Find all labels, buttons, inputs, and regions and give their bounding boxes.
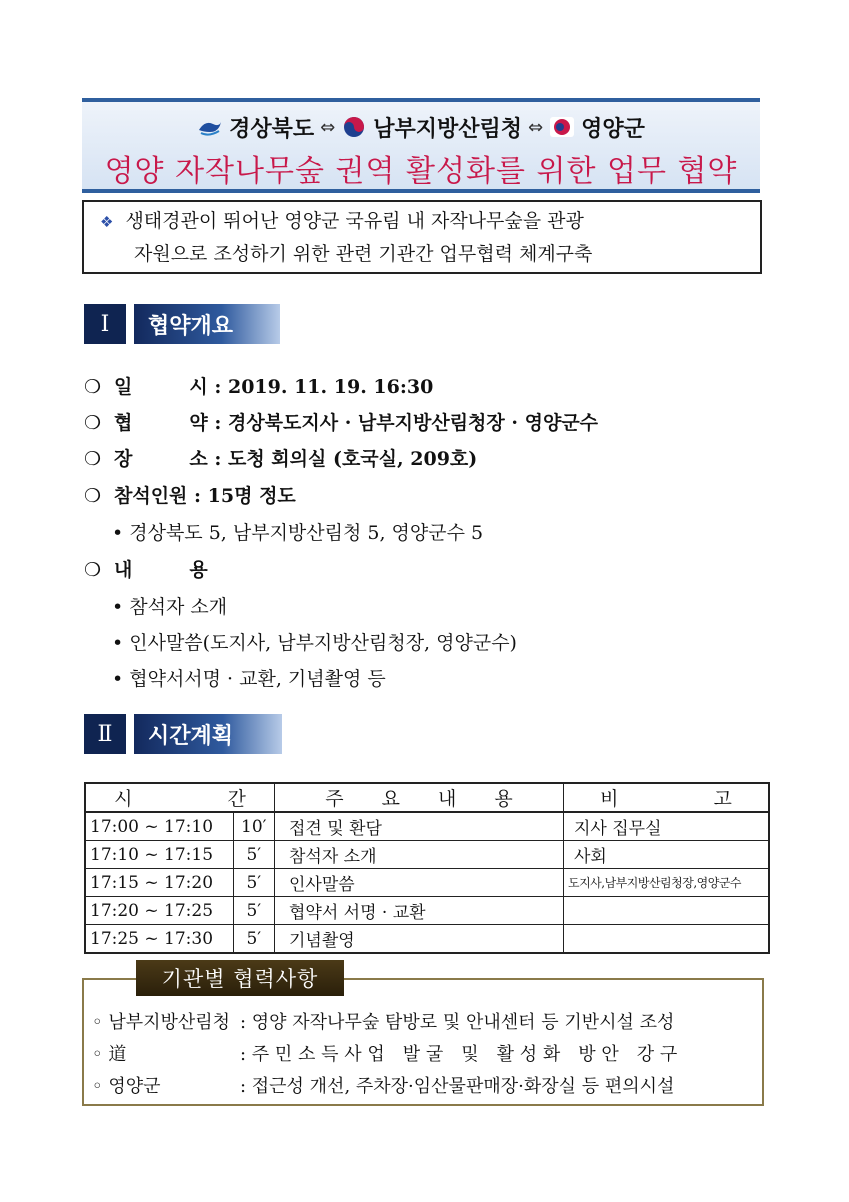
yeongyang-logo-icon: [549, 116, 575, 138]
arrow-icon: ⇔: [320, 116, 336, 138]
overview-label: 일 시 :: [114, 376, 222, 398]
overview-value: 2019. 11. 19. 16:30: [227, 376, 434, 398]
overview-place: [84, 444, 477, 471]
summary-text-1: 생태경관이 뛰어난 영양군 국유림 내 자작나무숲을 관광: [125, 210, 584, 232]
cooperation-org: ◦ 남부지방산림청: [92, 1012, 231, 1033]
cell-minutes: 5′: [233, 869, 274, 897]
org-logos-row: [82, 110, 760, 144]
header-note: 비 고: [564, 783, 770, 812]
summary-line-1: [100, 205, 750, 238]
cell-time: 17:00 ~ 17:10: [85, 812, 233, 841]
overview-attendees: [84, 481, 296, 508]
attendees-detail: • 경상북도 5, 남부지방산림청 5, 영양군수 5: [112, 522, 484, 544]
cell-minutes: 5′: [233, 897, 274, 925]
schedule-table: [84, 782, 770, 954]
content-item: • 인사말씀(도지사, 남부지방산림청장, 영양군수): [112, 632, 517, 654]
circle-bullet-icon: ❍: [84, 485, 102, 507]
overview-date: [84, 372, 433, 399]
cell-note: [564, 925, 770, 954]
section-2-title: 시간계획: [134, 714, 282, 754]
org-yeongyang: 영양군: [581, 116, 645, 142]
org-southern-forest: 남부지방산림청: [373, 116, 522, 142]
cooperation-item: [92, 1072, 674, 1098]
circle-bullet-icon: ❍: [84, 412, 102, 434]
overview-label: 장 소 :: [114, 448, 222, 470]
header-time: 시 간: [85, 783, 275, 812]
cooperation-title: 기관별 협력사항: [136, 960, 344, 996]
overview-value: 15명 정도: [207, 485, 296, 507]
cell-note: [564, 897, 770, 925]
cooperation-org: ◦ 道: [92, 1044, 127, 1065]
cell-minutes: 5′: [233, 841, 274, 869]
arrow-icon-2: ⇔: [528, 116, 544, 138]
cell-time: 17:10 ~ 17:15: [85, 841, 233, 869]
overview-label: 참석인원 :: [114, 485, 202, 507]
cell-time: 17:25 ~ 17:30: [85, 925, 233, 954]
cell-minutes: 10′: [233, 812, 274, 841]
overview-label: 내 용: [114, 559, 208, 581]
cell-note: 지사 집무실: [564, 812, 770, 841]
cell-content: 접견 및 환담: [275, 812, 564, 841]
table-row: [85, 869, 769, 897]
cell-time: 17:15 ~ 17:20: [85, 869, 233, 897]
cell-content: 기념촬영: [275, 925, 564, 954]
summary-box: [82, 200, 762, 274]
diamond-bullet-icon: ❖: [100, 213, 114, 231]
org-gyeongbuk: 경상북도: [229, 116, 315, 142]
cooperation-text: : 영양 자작나무숲 탐방로 및 안내센터 등 기반시설 조성: [240, 1012, 675, 1033]
header-banner: [82, 98, 760, 193]
cooperation-org: ◦ 영양군: [92, 1076, 161, 1097]
table-row: [85, 841, 769, 869]
overview-content: [84, 555, 208, 582]
cell-note: 도지사,남부지방산림청장,영양군수: [564, 869, 770, 897]
summary-line-2: 자원으로 조성하기 위한 관련 기관간 업무협력 체계구축: [134, 243, 593, 265]
overview-value: 경상북도지사 · 남부지방산림청장 · 영양군수: [227, 412, 599, 434]
cell-note: 사회: [564, 841, 770, 869]
overview-agreement: [84, 408, 598, 435]
cooperation-item: [92, 1008, 674, 1034]
cell-content: 참석자 소개: [275, 841, 564, 869]
cell-minutes: 5′: [233, 925, 274, 954]
overview-value: 도청 회의실 (호국실, 209호): [227, 448, 478, 470]
header-content: 주 요 내 용: [275, 783, 564, 812]
content-item: • 협약서서명 · 교환, 기념촬영 등: [112, 668, 386, 690]
table-row: [85, 925, 769, 954]
circle-bullet-icon: ❍: [84, 376, 102, 398]
cooperation-item: [92, 1040, 677, 1066]
gov-taegeuk-logo-icon: [341, 116, 367, 138]
table-row: [85, 897, 769, 925]
cell-content: 인사말씀: [275, 869, 564, 897]
table-header-row: [85, 783, 769, 812]
cell-content: 협약서 서명 · 교환: [275, 897, 564, 925]
table-row: [85, 812, 769, 841]
document-title: 영양 자작나무숲 권역 활성화를 위한 업무 협약: [104, 154, 738, 189]
circle-bullet-icon: ❍: [84, 448, 102, 470]
section-1-title: 협약개요: [134, 304, 280, 344]
cooperation-text: : 주 민 소 득 사 업 발 굴 및 활 성 화 방 안 강 구: [240, 1044, 678, 1065]
cell-time: 17:20 ~ 17:25: [85, 897, 233, 925]
gyeongbuk-logo-icon: [197, 116, 223, 138]
cooperation-text: : 접근성 개선, 주차장·임산물판매장·화장실 등 편의시설: [240, 1076, 675, 1097]
content-item: • 참석자 소개: [112, 596, 228, 618]
circle-bullet-icon: ❍: [84, 559, 102, 581]
overview-label: 협 약 :: [114, 412, 222, 434]
section-2-number: Ⅱ: [84, 714, 126, 754]
section-1-number: Ⅰ: [84, 304, 126, 344]
